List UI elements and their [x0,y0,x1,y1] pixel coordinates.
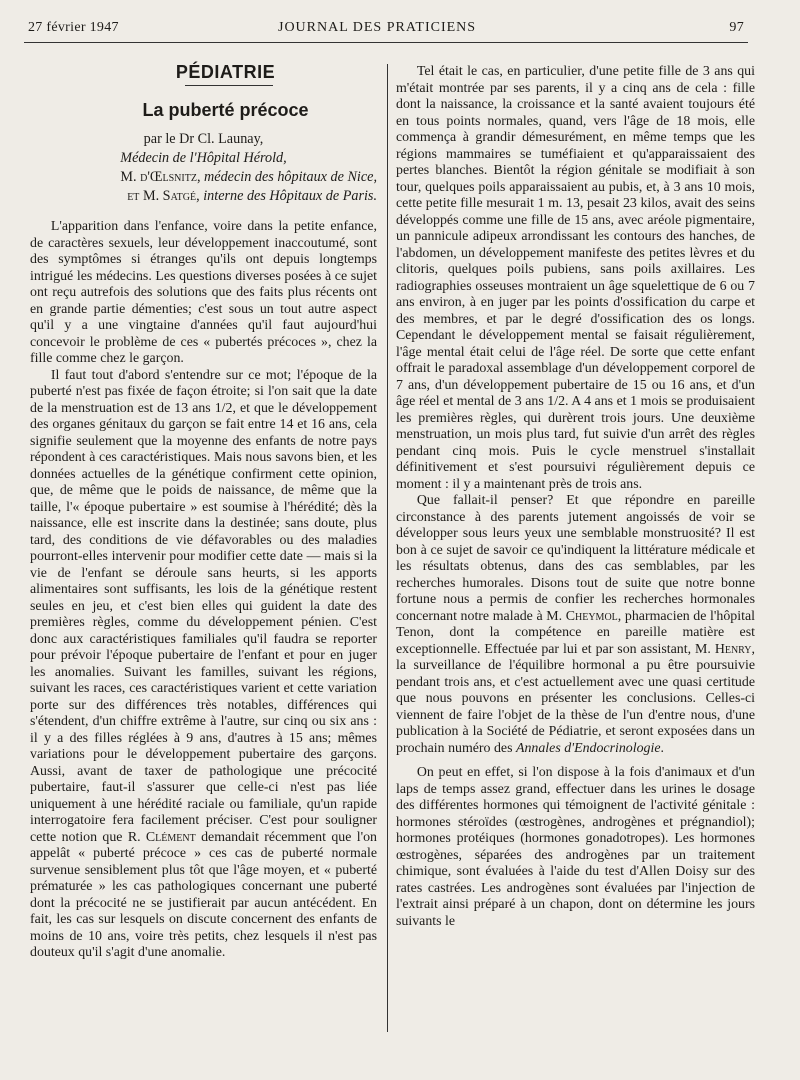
paragraph: On peut en effet, si l'on dispose à la fois d'animaux et d'un laps de temps assez grand, effectuer dans les urines le dosage des différentes hormones qui témoignent de l'activité génitale : hormones stéroïdes (œstrogènes, androgènes et prégnandiol); hormones protéiques (hormones gonadotropes). Les hormones œstrogènes, séparées des androgènes par un traitement chimique, sont évaluées à l'aide du test d'Allen Doisy sur des rates castrées. Les androgènes sont évaluées par l'injection de l'extrait ainsi préparé à un chapon, dont on détermine les jours suivants le [396,765,755,929]
issue-date: 27 février 1947 [28,20,119,35]
byline-author-oelsnitz: M. d'Œlsnitz, [120,169,201,185]
byline-author-satge: et M. Satgé, [127,188,200,204]
header-rule [24,42,748,43]
paragraph: Tel était le cas, en particulier, d'une petite fille de 3 ans qui m'était montrée par ses parents, il y a cinq ans de cela : fille dont la naissance, la croissance et la santé avaient toujours été en tous points normales, quand, vers l'âge de 18 mois, elle commença à grandir démesurément, en même temps que les régions mammaires se tuméfiaient et qu'apparaissaient des pertes blanches. Bientôt la région génitale se modifiait à son tour, quelques poils apparaissaient au pubis, et, à 3 ans 10 mois, cette petite fille mesurait 1 m. 13, pesait 23 kilos, avait des seins développés comme une fille de 15 ans, avec aréole pigmentaire, un pannicule adipeux arrondissant les contours des hanches, de l'abdomen, un développement manifeste des petites lèvres et du clitoris, quelques poils pubiens, sans poils axillaires. Les radiographies osseuses montraient un âge squelettique de 6 ou 7 ans environ, à en juger par les points d'ossification du carpe et des membres, et par le degré d'ossification des os longs. Cependant le développement mental se faisait régulièrement, l'âge mental était celui de l'âge réel. De sorte que cette enfant offrait le paradoxal assemblage d'un développement corporel de 7 ans, d'un développement pubertaire de 15 ou 16 ans, et d'un âge réel et mental de 3 ans 1/2. A 4 ans et 1 mois se produisaient les premières règles, qui durèrent trois jours. Une deuxième menstruation, un mois plus tard, fut suivie d'un arrêt des règles pendant cinq mois. Puis le cycle menstruel s'installait définitivement et s'est poursuivi régulièrement depuis ce moment : il y a maintenant près de trois ans. [396,64,755,492]
byline [30,130,377,206]
left-column [30,64,377,962]
byline-author-launay: par le Dr Cl. Launay, [143,131,264,147]
column-divider [387,64,388,1032]
article-title: La puberté précoce [142,99,309,120]
text-run: Il faut tout d'abord s'entendre sur ce mot; l'époque de la puberté n'est pas fixée de façon étroite; si l'on sait que la date de la menstruation est de 13 ans 1/2, et que le développement des organes génitaux du garçon se fait entre 14 et 16 ans, cela signifie seulement que la moyenne des enfants de notre pays répondent à ces caractéristiques. Mais nous savons bien, et les données actuelles de la génétique confirment cette opinion, que, de même que le poids de naissance, de même que la taille, l'« époque pubertaire » est soumise à l'hérédité; dès la naissance, elle est inscrite dans la destinée; sans doute, plus tard, des conditions de vie défavorables ou des maladies pourront-elles intervenir pour modifier cette date — mais si la vie de l'enfant se déroule sans heurts, si les apports alimentaires sont suffisants, les lois de la génétique restent seules en jeu, et c'est bien elles qui guident la date des premières règles, comme du développement pénien. C'est donc aux caractéristiques familiales qu'il faudra se reporter pour prévoir l'époque pubertaire de l'enfant et pour en juger les anomalies. Suivant les familles, suivant les régions, suivant les races, ces caractéristiques varient et cette variation porte sur des différences très notables, différences qui s'étendent, d'un chiffre extrême à l'autre, sur cinq ou six ans : il y a des filles réglées à 9 ans, d'autres à 15 ans; mêmes variations pour le développement pubertaire des garçons. Aussi, avant de taxer de pathologique une précocité pubertaire, faut-il s'assurer que celle-ci n'est pas liée uniquement à une hérédité raciale ou familiale, qu'un rapide interrogatoire fera facilement préciser. C'est pour souligner cette notion que R. [30,367,377,845]
paragraph: L'apparition dans l'enfance, voire dans la petite enfance, de caractères sexuels, leur développement inaccoutumé, sont des symptômes si étranges qu'ils ont depuis longtemps intrigué les médecins. Les questions diverses posées à ce sujet ont reçu autrefois des solutions que des faits plus récents ont en grande partie démenties; c'est sous un tout autre aspect qu'il y a une vingtaine d'années qu'il faut aujourd'hui concevoir le problème de ces « pubertés précoces », chez la fille comme chez le garçon. [30,219,377,366]
text-run: , la surveillance de l'équilibre hormonal a pu être poursuivie pendant trois ans, et c'est actuellement avec une quasi certitude que nous pouvons en présenter les conclusions. Celles-ci viennent de faire l'objet de la thèse de l'un d'entre nous, d'une publication à la Société de Pédiatrie, et seront exposées dans un prochain numéro des [396,641,755,756]
title-rule [185,85,273,86]
text-run: , pharmacien de l'hôpital Tenon, dont la compétence en pareille matière est exceptionnelle. Effectuée par lui et par son assistant, M. [396,608,755,657]
byline-line-satge [30,187,377,206]
right-column [396,64,755,930]
byline-line-oelsnitz [30,168,377,187]
text-run: Que fallait-il penser? Et que répondre en pareille circonstance à des parents jutement angoissés de voir se développer sous leurs yeux une semblable monstruosité? Il est bon à ce sujet de savoir ce qu'indiquent la littérature médicale et les résultats obtenus, dans des cas semblables, par les recherches humorales. Disons tout de suite que notre bonne fortune nous a permis de confier les recherches hormonales concernant notre malade à M. [396,493,755,624]
author-name: Clément [145,829,196,845]
byline-affiliation-herold: Médecin de l'Hôpital Hérold, [120,150,287,166]
text-run: . [660,740,665,756]
person-name: Henry [714,641,752,657]
text-run: demandait récemment que l'on appelât « puberté précoce » ces cas de puberté normale survenue sensiblement plus tôt que l'âge moyen, et « puberté prématurée » les cas pathologiques concernant une puberté dont la précocité ne se justifierait par aucun antécédent. En fait, les cas sur lesquels on discute concernent des enfants de moins de 10 ans, voire très petits, chez lesquels il n'est pas douteux qu'il s'agit d'une anomalie. [30,829,377,960]
journal-name: JOURNAL DES PRATICIENS [278,20,477,35]
byline-affiliation-paris: interne des Hôpitaux de Paris. [199,188,377,204]
running-header [28,20,744,42]
person-name: Cheymol [565,608,618,624]
journal-reference: Annales d'Endocrinologie [515,740,661,756]
section-title: PÉDIATRIE [175,62,276,82]
paragraph [396,493,755,757]
page-number: 97 [729,20,744,35]
byline-affiliation-nice: médecin des hôpitaux de Nice, [200,169,377,185]
paragraph [30,368,377,962]
